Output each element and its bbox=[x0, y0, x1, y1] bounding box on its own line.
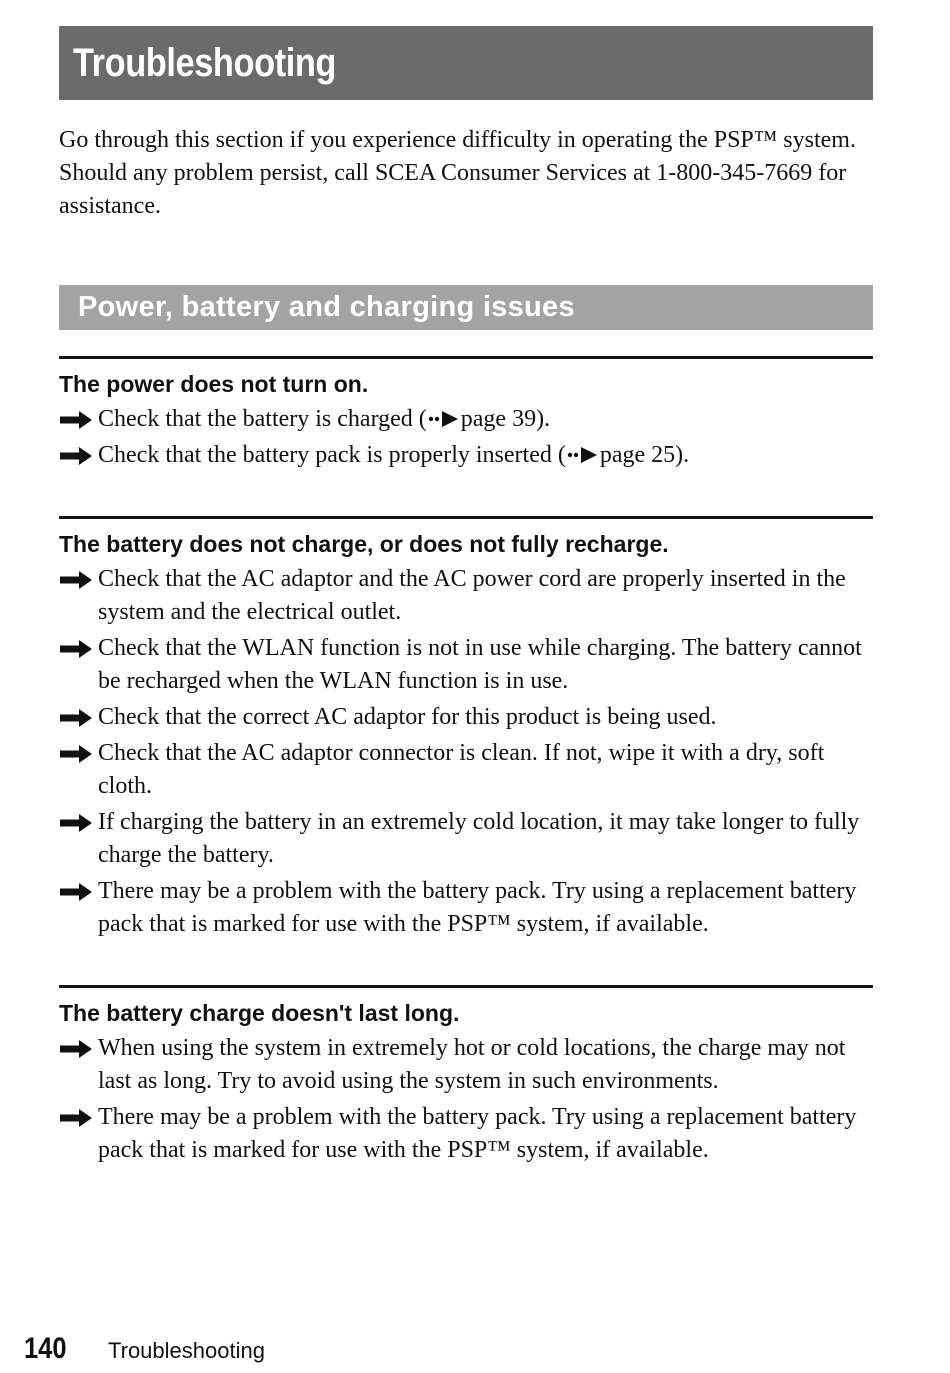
page-content bbox=[59, 26, 873, 1170]
issue-list bbox=[59, 356, 873, 1167]
arrow-right-icon bbox=[59, 1107, 93, 1129]
solution-text: Check that the WLAN function is not in use while charging. The battery cannot be recharged when the WLAN function is in use. bbox=[98, 635, 862, 694]
page-title: Troubleshooting bbox=[73, 40, 336, 85]
solution-text: There may be a problem with the battery pack. Try using a replacement battery pack that is marked for use with the PSP™ system, if available. bbox=[98, 1104, 857, 1163]
solution-item bbox=[59, 701, 873, 734]
solution-item bbox=[59, 632, 873, 698]
page-number: 140 bbox=[24, 1332, 67, 1365]
solution-item bbox=[59, 1032, 873, 1098]
section-bar bbox=[59, 285, 873, 330]
issue-section bbox=[59, 985, 873, 1167]
solution-text: If charging the battery in an extremely cold location, it may take longer to fully charge the battery. bbox=[98, 809, 860, 868]
title-bar bbox=[59, 26, 873, 100]
issue-section bbox=[59, 356, 873, 472]
solution-text-end: ). bbox=[536, 406, 551, 432]
issue-heading: The battery charge doesn't last long. bbox=[59, 1000, 460, 1026]
arrow-right-icon bbox=[59, 638, 93, 660]
solution-text: Check that the AC adaptor connector is clean. If not, wipe it with a dry, soft cloth. bbox=[98, 740, 825, 799]
solution-item bbox=[59, 439, 873, 472]
page-reference-icon bbox=[566, 446, 600, 464]
solution-list bbox=[59, 1032, 873, 1167]
solution-item bbox=[59, 875, 873, 941]
arrow-right-icon bbox=[59, 881, 93, 903]
solution-text: Check that the correct AC adaptor for this product is being used. bbox=[98, 704, 717, 730]
solution-text: There may be a problem with the battery pack. Try using a replacement battery pack that is marked for use with the PSP™ system, if available. bbox=[98, 878, 857, 937]
arrow-right-icon bbox=[59, 445, 93, 467]
solution-text-end: ). bbox=[675, 442, 690, 468]
solution-list bbox=[59, 563, 873, 941]
issue-heading: The power does not turn on. bbox=[59, 371, 369, 397]
footer-title: Troubleshooting bbox=[108, 1338, 265, 1363]
page-footer bbox=[24, 1332, 265, 1366]
solution-item bbox=[59, 1101, 873, 1167]
solution-text: Check that the battery pack is properly inserted ( bbox=[98, 442, 566, 468]
page-reference: page 25 bbox=[599, 442, 676, 468]
page-reference: page 39 bbox=[460, 406, 537, 432]
arrow-right-icon bbox=[59, 707, 93, 729]
page-reference-icon bbox=[427, 410, 461, 428]
solution-item bbox=[59, 403, 873, 436]
section-heading: Power, battery and charging issues bbox=[78, 291, 575, 323]
issue-section bbox=[59, 516, 873, 941]
arrow-right-icon bbox=[59, 812, 93, 834]
solution-item bbox=[59, 737, 873, 803]
solution-text: When using the system in extremely hot or cold locations, the charge may not last as long. Try to avoid using the system in such environments. bbox=[98, 1035, 846, 1094]
solution-text: Check that the battery is charged ( bbox=[98, 406, 427, 432]
solution-item bbox=[59, 563, 873, 629]
solution-item bbox=[59, 806, 873, 872]
solution-text: Check that the AC adaptor and the AC power cord are properly inserted in the system and the electrical outlet. bbox=[98, 566, 846, 625]
arrow-right-icon bbox=[59, 1038, 93, 1060]
issue-heading: The battery does not charge, or does not fully recharge. bbox=[59, 531, 669, 557]
solution-list bbox=[59, 403, 873, 472]
arrow-right-icon bbox=[59, 569, 93, 591]
arrow-right-icon bbox=[59, 743, 93, 765]
intro-paragraph: Go through this section if you experience difficulty in operating the PSP™ system. Should any problem persist, call SCEA Consumer Services at 1-800-345-7669 for assistance. bbox=[59, 127, 856, 219]
arrow-right-icon bbox=[59, 409, 93, 431]
